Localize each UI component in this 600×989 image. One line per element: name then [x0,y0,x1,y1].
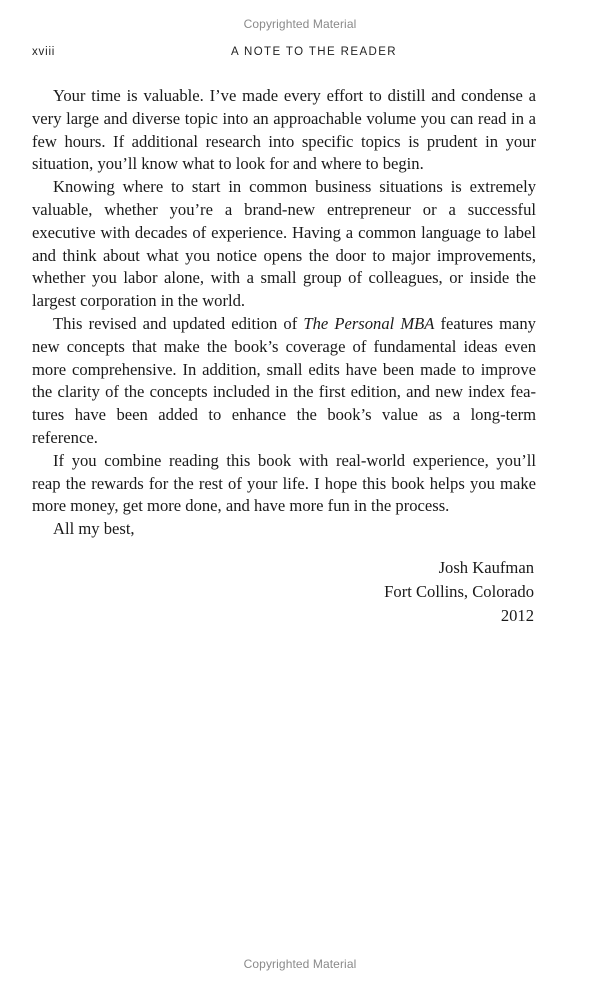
signature-block [384,556,534,628]
paragraph-1: Your time is valuable. I’ve made every effort to distill and condense a very large and diverse topic into an approachable volume you can read in a few hours. If additional research into specific topics is prudent in your situation, you’ll know what to look for and where to begin. [32,86,536,174]
body-text [32,85,536,541]
paragraph-2: Knowing where to start in common business situations is extremely valuable, whether you’re a brand-new entrepreneur or a successful executive with decades of experience. Having a common language to label and think about what you notice opens the door to major improvements, whether you labor alone, with a small group of colleagues, or inside the largest corporation in the world. [32,177,536,311]
page-number: xviii [32,46,56,58]
paragraph-3-lead: This revised and updated edition of [53,313,304,333]
watermark-bottom: Copyrighted Material [243,957,357,971]
paragraph-4: If you combine reading this book with real-world experience, you’ll reap the rewards for the rest of your life. I hope this book helps you make more money, get more done, and have more fun in the process. [32,450,536,516]
paragraph-3-rest: features many new concepts that make the book’s coverage of fundamental ideas even more comprehensive. In addition, small edits have been made to improve the clarity of the concepts included in the first edition, and new index features have been added to enhance the book’s value as a long-term reference. [32,313,536,447]
running-title: A NOTE TO THE READER [230,46,398,58]
author-location: Fort Collins, Colorado [384,582,534,601]
watermark-top: Copyrighted Material [243,17,357,31]
book-title: The Personal MBA [303,313,435,333]
running-header [32,46,536,62]
author-name: Josh Kaufman [438,558,534,577]
paragraph-3 [32,313,536,450]
signature-year: 2012 [500,606,534,625]
closing-line: All my best, [53,519,135,539]
